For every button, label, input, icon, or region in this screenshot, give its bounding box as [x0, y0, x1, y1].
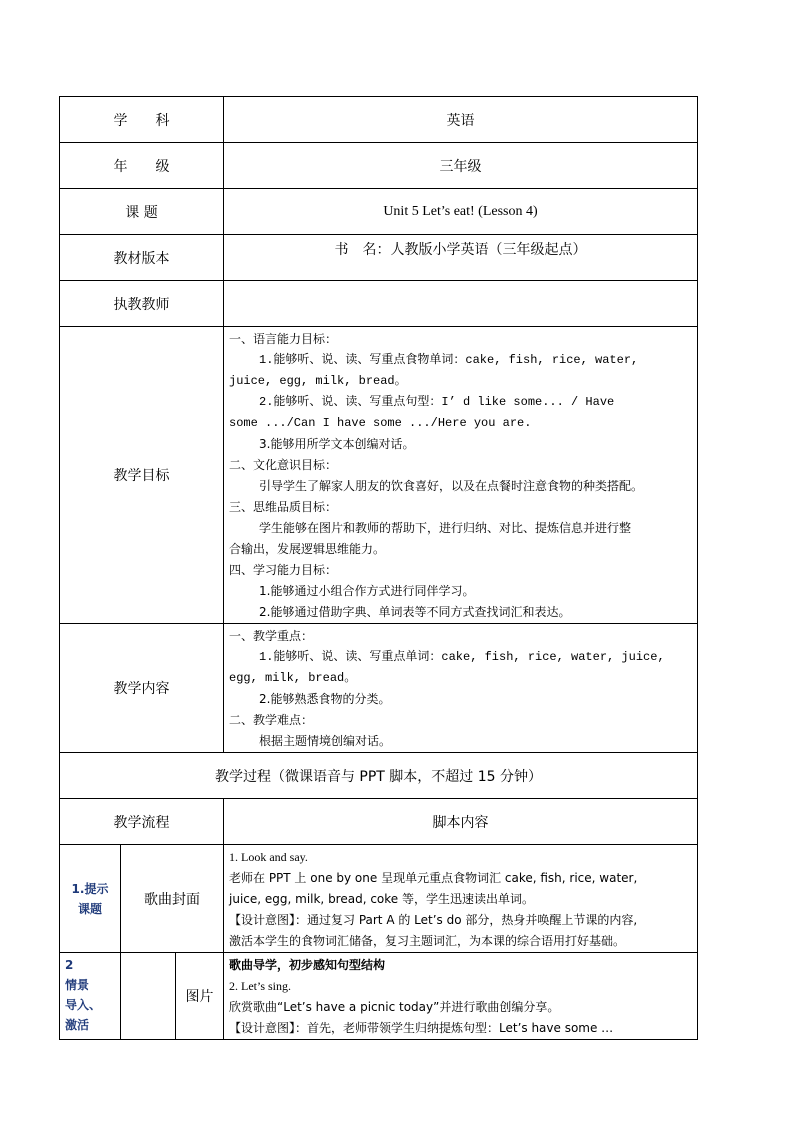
step1-line: 老师在 PPT 上 one by one 呈现单元重点食物词汇 cake, fish, rice, water,: [229, 871, 638, 885]
subject-value: 英语: [224, 97, 698, 143]
step2-stage-line: 激活: [65, 1018, 90, 1032]
step2-line: 【设计意图】：首先，老师带领学生归纳提炼句型：Let’s have some …: [229, 1021, 614, 1035]
topic-label: 课 题: [60, 189, 224, 235]
objectives-line: 1.能够通过小组合作方式进行同伴学习。: [259, 584, 475, 598]
step1-line: 激活本学生的食物词汇储备，复习主题词汇，为本课的综合语用打好基础。: [229, 934, 626, 948]
row-process-header: [60, 799, 698, 845]
teacher-label: 执教教师: [60, 281, 224, 327]
content-line: 1.能够听、说、读、写重点单词：cake, fish, rice, water, juice,: [259, 650, 665, 664]
content-line: 2.能够熟悉食物的分类。: [259, 692, 391, 706]
step1-line: juice, egg, milk, bread, coke 等，学生迅速读出单词。: [229, 892, 534, 906]
step2-stage: [60, 953, 121, 1040]
row-textbook: [60, 235, 698, 281]
step1-text: [224, 845, 698, 953]
row-objectives: [60, 327, 698, 624]
objectives-line: 引导学生了解家人朋友的饮食喜好，以及在点餐时注意食物的种类搭配。: [259, 479, 644, 493]
objectives-line: 二、文化意识目标：: [229, 458, 338, 472]
objectives-line: 合输出，发展逻辑思维能力。: [229, 542, 386, 556]
step2-text: [224, 953, 698, 1040]
objectives-line: 学生能够在图片和教师的帮助下，进行归纳、对比、提炼信息并进行整: [259, 521, 632, 535]
row-content: [60, 624, 698, 753]
step1-stage: [60, 845, 121, 953]
content-line: 二、教学难点：: [229, 713, 314, 727]
objectives-line: 三、思维品质目标：: [229, 500, 338, 514]
objectives-line: 2.能够通过借助字典、单词表等不同方式查找词汇和表达。: [259, 605, 571, 619]
objectives-line: juice, egg, milk, bread。: [229, 374, 407, 388]
step2-empty-cell: [121, 953, 176, 1040]
step2-line: 欣赏歌曲“Let’s have a picnic today”并进行歌曲创编分享。: [229, 1000, 560, 1014]
process-col1: 教学流程: [60, 799, 224, 845]
row-topic: [60, 189, 698, 235]
row-grade: [60, 143, 698, 189]
content-line: 根据主题情境创编对话。: [259, 734, 392, 748]
lesson-plan-table: [59, 96, 698, 1040]
objectives-text: [224, 327, 698, 624]
process-col2: 脚本内容: [224, 799, 698, 845]
content-text: [224, 624, 698, 753]
step2-stage-line: 导入、: [65, 998, 102, 1012]
textbook-label: 教材版本: [60, 235, 224, 281]
objectives-line: 一、语言能力目标：: [229, 332, 338, 346]
step1-line: 1. Look and say.: [229, 850, 308, 864]
objectives-line: some .../Can I have some .../Here you are.: [229, 416, 532, 430]
step2-line: 2. Let’s sing.: [229, 979, 291, 993]
grade-value: 三年级: [224, 143, 698, 189]
row-subject: [60, 97, 698, 143]
step2-stage-line: 2: [65, 958, 74, 972]
row-step1: [60, 845, 698, 953]
step2-stage-line: 情景: [65, 978, 90, 992]
step1-stage-line: 1.提示: [71, 881, 109, 896]
row-teacher: [60, 281, 698, 327]
step2-line: 歌曲导学，初步感知句型结构: [229, 958, 386, 972]
row-step2: [60, 953, 698, 1040]
row-process-title: [60, 753, 698, 799]
step1-stage-line: 课题: [77, 901, 102, 916]
step1-line: 【设计意图】：通过复习 Part A 的 Let’s do 部分，热身并唤醒上节课的内容,: [229, 913, 638, 927]
teacher-value: [224, 281, 698, 327]
content-line: egg, milk, bread。: [229, 671, 357, 685]
objectives-line: 2.能够听、说、读、写重点句型：I’ d like some... / Have: [259, 395, 615, 409]
content-line: 一、教学重点：: [229, 629, 314, 643]
objectives-line: 四、学习能力目标：: [229, 563, 338, 577]
step2-name: 图片: [176, 953, 224, 1040]
topic-value: Unit 5 Let’s eat! (Lesson 4): [224, 189, 698, 235]
grade-label: 年 级: [60, 143, 224, 189]
subject-label: 学 科: [60, 97, 224, 143]
objectives-line: 1.能够听、说、读、写重点食物单词：cake, fish, rice, water,: [259, 353, 639, 367]
textbook-value: 书 名：人教版小学英语（三年级起点）: [224, 235, 698, 281]
content-label: 教学内容: [60, 624, 224, 753]
step1-name: 歌曲封面: [121, 845, 224, 953]
objectives-line: 3.能够用所学文本创编对话。: [259, 437, 415, 451]
objectives-label: 教学目标: [60, 327, 224, 624]
process-title: 教学过程（微课语音与 PPT 脚本，不超过 15 分钟）: [60, 753, 698, 799]
